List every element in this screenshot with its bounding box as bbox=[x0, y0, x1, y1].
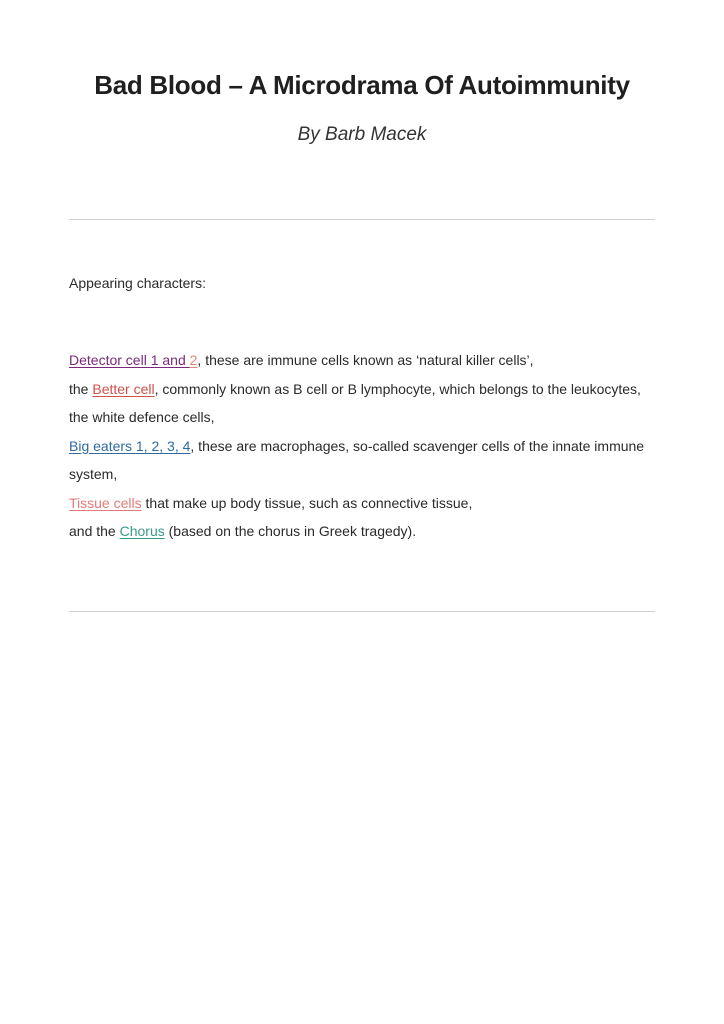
author-byline: By Barb Macek bbox=[297, 124, 427, 145]
tissue-cells-description: that make up body tissue, such as connective tissue, bbox=[141, 494, 473, 511]
document-title: Bad Blood – A Microdrama Of Autoimmunity bbox=[94, 70, 630, 100]
bottom-divider bbox=[69, 611, 655, 612]
better-cell-description: , commonly known as B cell or B lymphocyte, which belongs to the leukocytes, the white defence cells, bbox=[69, 380, 641, 425]
tissue-cells-link[interactable]: Tissue cells bbox=[69, 494, 142, 511]
top-divider bbox=[69, 219, 655, 220]
detector-cell-description: , these are immune cells known as ‘natural killer cells’, bbox=[197, 352, 534, 368]
better-cell-prefix: the bbox=[69, 380, 93, 397]
detector-cell-1-link[interactable]: Detector cell 1 and bbox=[69, 352, 190, 368]
big-eaters-description: , these are macrophages, so-called scavenger cells of the innate immune system, bbox=[69, 437, 645, 482]
characters-list bbox=[69, 346, 659, 546]
characters-intro: Appearing characters: bbox=[69, 275, 206, 291]
detector-cell-2-link[interactable]: 2 bbox=[189, 352, 198, 368]
chorus-description: (based on the chorus in Greek tragedy). bbox=[164, 523, 417, 539]
chorus-prefix: and the bbox=[69, 523, 120, 539]
chorus-link[interactable]: Chorus bbox=[119, 523, 165, 539]
big-eaters-link[interactable]: Big eaters 1, 2, 3, 4 bbox=[69, 437, 191, 454]
better-cell-link[interactable]: Better cell bbox=[92, 380, 155, 397]
